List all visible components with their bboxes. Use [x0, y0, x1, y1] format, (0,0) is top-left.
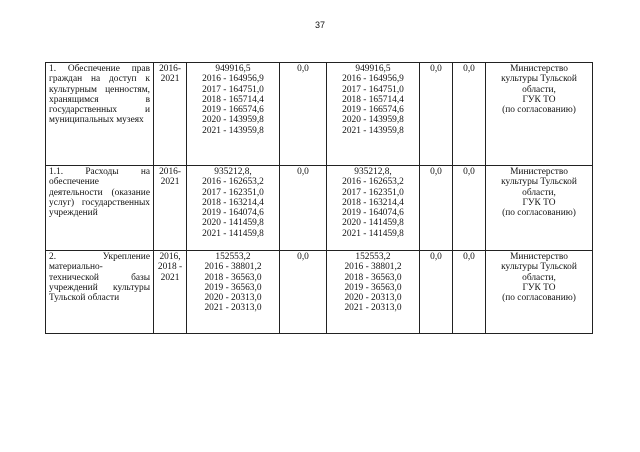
other-funding: 0,0	[453, 251, 486, 334]
implementation-years: 2016-2021	[154, 63, 187, 166]
page-number: 37	[314, 20, 325, 30]
executor: Министерство культуры Тульской области, ГУК ТО (по согласованию)	[486, 63, 593, 166]
total-funding: 935212,8, 2016 - 162653,2 2017 - 162351,0 2018 - 163214,4 2019 - 164074,6 2020 - 141459,8 2021 - 141459,8	[187, 166, 280, 251]
total-funding: 949916,5 2016 - 164956,9 2017 - 164751,0 2018 - 165714,4 2019 - 166574,6 2020 - 143959,8 2021 - 143959,8	[187, 63, 280, 166]
implementation-years: 2016, 2018 - 2021	[154, 251, 187, 334]
activity-description: 2. Укрепление материально-технической базы учреждений культуры Тульской области	[46, 251, 154, 334]
other-funding: 0,0	[453, 63, 486, 166]
federal-funding: 0,0	[280, 166, 327, 251]
local-funding: 0,0	[420, 251, 453, 334]
regional-funding: 935212,8, 2016 - 162653,2 2017 - 162351,0 2018 - 163214,4 2019 - 164074,6 2020 - 141459,8 2021 - 141459,8	[327, 166, 420, 251]
regional-funding: 152553,2 2016 - 38801,2 2018 - 36563,0 2019 - 36563,0 2020 - 20313,0 2021 - 20313,0	[327, 251, 420, 334]
table-row	[46, 166, 593, 251]
activity-description: 1.1. Расходы на обеспечение деятельности (оказание услуг) государственных учреждений	[46, 166, 154, 251]
executor: Министерство культуры Тульской области, ГУК ТО (по согласованию)	[486, 166, 593, 251]
other-funding: 0,0	[453, 166, 486, 251]
program-table	[45, 62, 593, 334]
activity-description: 1. Обеспечение прав граждан на доступ к культурным ценностям, хранящимся в государственных и муниципальных музеях	[46, 63, 154, 166]
executor: Министерство культуры Тульской области, ГУК ТО (по согласованию)	[486, 251, 593, 334]
implementation-years: 2016-2021	[154, 166, 187, 251]
total-funding: 152553,2 2016 - 38801,2 2018 - 36563,0 2019 - 36563,0 2020 - 20313,0 2021 - 20313,0	[187, 251, 280, 334]
local-funding: 0,0	[420, 63, 453, 166]
table-row	[46, 251, 593, 334]
regional-funding: 949916,5 2016 - 164956,9 2017 - 164751,0 2018 - 165714,4 2019 - 166574,6 2020 - 143959,8 2021 - 143959,8	[327, 63, 420, 166]
federal-funding: 0,0	[280, 63, 327, 166]
federal-funding: 0,0	[280, 251, 327, 334]
table-row	[46, 63, 593, 166]
local-funding: 0,0	[420, 166, 453, 251]
